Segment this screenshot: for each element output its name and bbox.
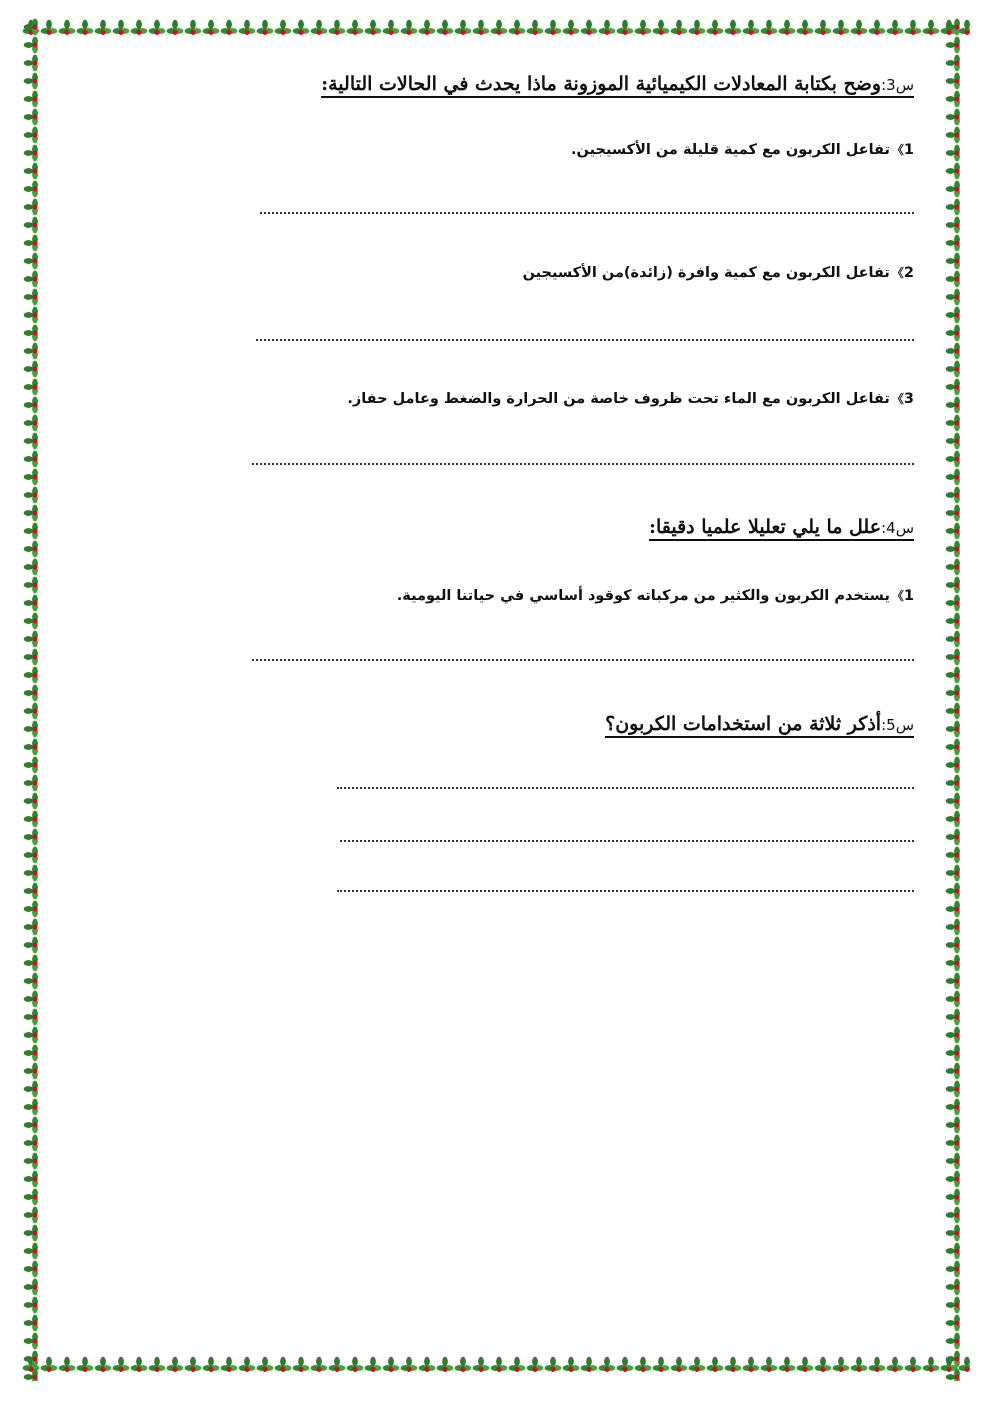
item-number: 1 <box>903 142 914 158</box>
q3-item-2 <box>523 264 914 281</box>
answer-line[interactable] <box>337 787 914 789</box>
item-number: 3 <box>903 391 914 407</box>
q4-item-1 <box>397 587 914 604</box>
answer-line[interactable] <box>340 840 914 842</box>
q5-number: س5: <box>881 716 914 734</box>
q4-heading <box>649 516 914 541</box>
q3-heading <box>321 73 914 98</box>
item-number: 1 <box>903 588 914 604</box>
item-number: 2 <box>903 265 914 281</box>
q3-title: وضح بكتابة المعادلات الكيميائية الموزونة ماذا يحدث في الحالات التالية: <box>321 73 882 95</box>
arrow-marker-icon: 》 <box>891 266 904 280</box>
item-text: يستخدم الكربون والكثير من مركباته كوقود أساسي في حياتنا اليومية. <box>396 588 890 604</box>
q5-heading <box>605 713 914 738</box>
item-text: تفاعل الكربون مع كمية وافرة (زائدة)من الأكسيجين <box>522 265 890 281</box>
answer-line[interactable] <box>252 463 914 465</box>
answer-line[interactable] <box>252 659 914 661</box>
answer-line[interactable] <box>256 339 914 341</box>
item-text: تفاعل الكربون مع كمية قليلة من الأكسيجين. <box>571 142 890 158</box>
q3-item-1 <box>571 141 914 158</box>
item-text: تفاعل الكربون مع الماء تحت ظروف خاصة من الحرارة والضغط وعامل حفاز. <box>347 391 890 407</box>
arrow-marker-icon: 》 <box>891 392 904 406</box>
answer-line[interactable] <box>260 212 914 214</box>
answer-line[interactable] <box>337 890 914 892</box>
q4-number: س4: <box>881 519 914 537</box>
arrow-marker-icon: 》 <box>891 589 904 603</box>
q4-title: علل ما يلي تعليلا علميا دقيقا: <box>648 516 882 538</box>
arrow-marker-icon: 》 <box>891 143 904 157</box>
q3-number: س3: <box>881 76 914 94</box>
q5-title: أذكر ثلاثة من استخدامات الكربون؟ <box>605 713 882 735</box>
q3-item-3 <box>347 390 914 407</box>
